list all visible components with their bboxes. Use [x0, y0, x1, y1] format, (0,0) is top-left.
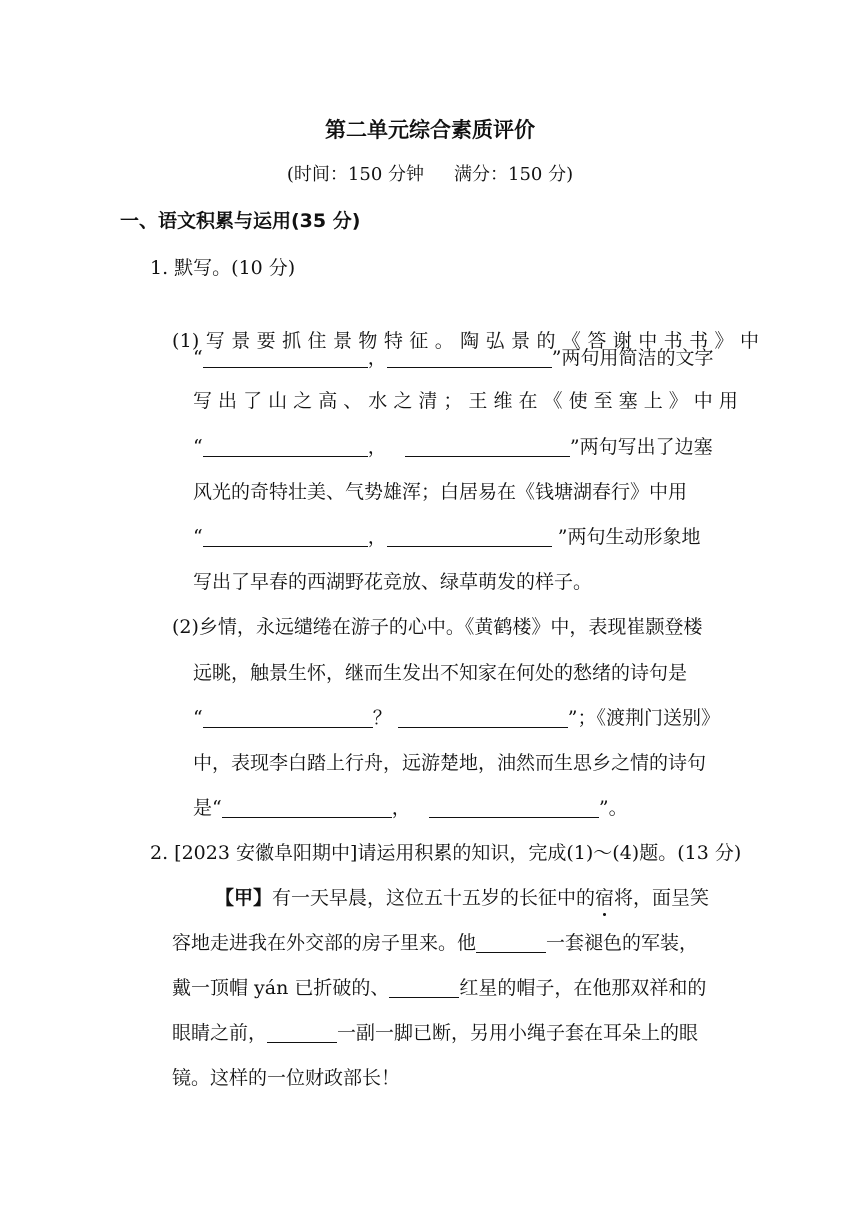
section-heading: 一、语文积累与运用(35 分): [120, 210, 361, 232]
answer-blank[interactable]: [389, 977, 459, 998]
passage-line2: 容地走进我在外交部的房子里来。他 一套褪色的军装，: [172, 932, 699, 954]
answer-blank[interactable]: [476, 932, 546, 953]
q1-part1-line2: “ ， ”两句用简洁的文字: [193, 347, 714, 369]
answer-blank[interactable]: [387, 347, 552, 368]
q1-part1-line4: “ ， ”两句写出了边塞: [193, 436, 713, 458]
answer-blank[interactable]: [267, 1022, 337, 1043]
q1-part1-line7: 写出了早春的西湖野花竞放、绿草萌发的样子。: [193, 571, 593, 593]
answer-blank[interactable]: [387, 526, 552, 547]
answer-blank[interactable]: [203, 436, 368, 457]
question-2-heading: 2. [2023 安徽阜阳期中]请运用积累的知识，完成(1)～(4)题。(13 分): [150, 842, 742, 864]
answer-blank[interactable]: [429, 797, 599, 818]
q1-part2-line4: 中，表现李白踏上行舟，远游楚地，油然而生思乡之情的诗句: [193, 752, 707, 774]
answer-blank[interactable]: [203, 707, 373, 728]
answer-blank[interactable]: [203, 526, 368, 547]
q1-part2-line5: 是“ ， ”。: [193, 797, 628, 819]
page-title: 第二单元综合素质评价: [325, 118, 535, 142]
q1-part2-line3: “ ？ ”；《渡荆门送别》: [193, 707, 720, 729]
answer-blank[interactable]: [405, 436, 570, 457]
answer-blank[interactable]: [222, 797, 392, 818]
question-1-heading: 1. 默写。(10 分): [150, 257, 296, 279]
q1-part2-line1: (2)乡情，永远缱绻在游子的心中。《黄鹤楼》中，表现崔颢登楼: [172, 616, 703, 638]
q1-part1-line6: “ ， ”两句生动形象地: [193, 526, 701, 548]
q1-part2-line2: 远眺，触景生怀，继而生发出不知家在何处的愁绪的诗句是: [193, 662, 688, 684]
passage-label: 【甲】: [215, 887, 273, 909]
exam-score: 满分：150 分): [454, 164, 574, 185]
passage-line5: 镜。这样的一位财政部长！: [172, 1067, 401, 1089]
answer-blank[interactable]: [398, 707, 568, 728]
q1-part1-line3: 写 出 了 山 之 高 、 水 之 清 ； 王 维 在 《 使 至 塞 上 》 中 用: [193, 390, 738, 412]
q1-part1-line5: 风光的奇特壮美、气势雄浑；白居易在《钱塘湖春行》中用: [193, 481, 688, 503]
passage-line1: 【甲】有一天早晨，这位五十五岁的长征中的宿将，面呈笑: [215, 887, 710, 909]
passage-line3: 戴一顶帽 yán 已折破的、 红星的帽子，在他那双祥和的: [172, 977, 707, 999]
dotted-character: 宿: [595, 887, 615, 909]
exam-info: [0, 160, 860, 186]
exam-time: (时间：150 分钟: [286, 164, 424, 185]
q1-part1-line1: (1) 写 景 要 抓 住 景 物 特 征 。 陶 弘 景 的 《 答 谢 中 书 书 》 中: [172, 330, 760, 352]
passage-line4: 眼睛之前， 一副一脚已断，另用小绳子套在耳朵上的眼: [172, 1022, 699, 1044]
answer-blank[interactable]: [203, 347, 368, 368]
